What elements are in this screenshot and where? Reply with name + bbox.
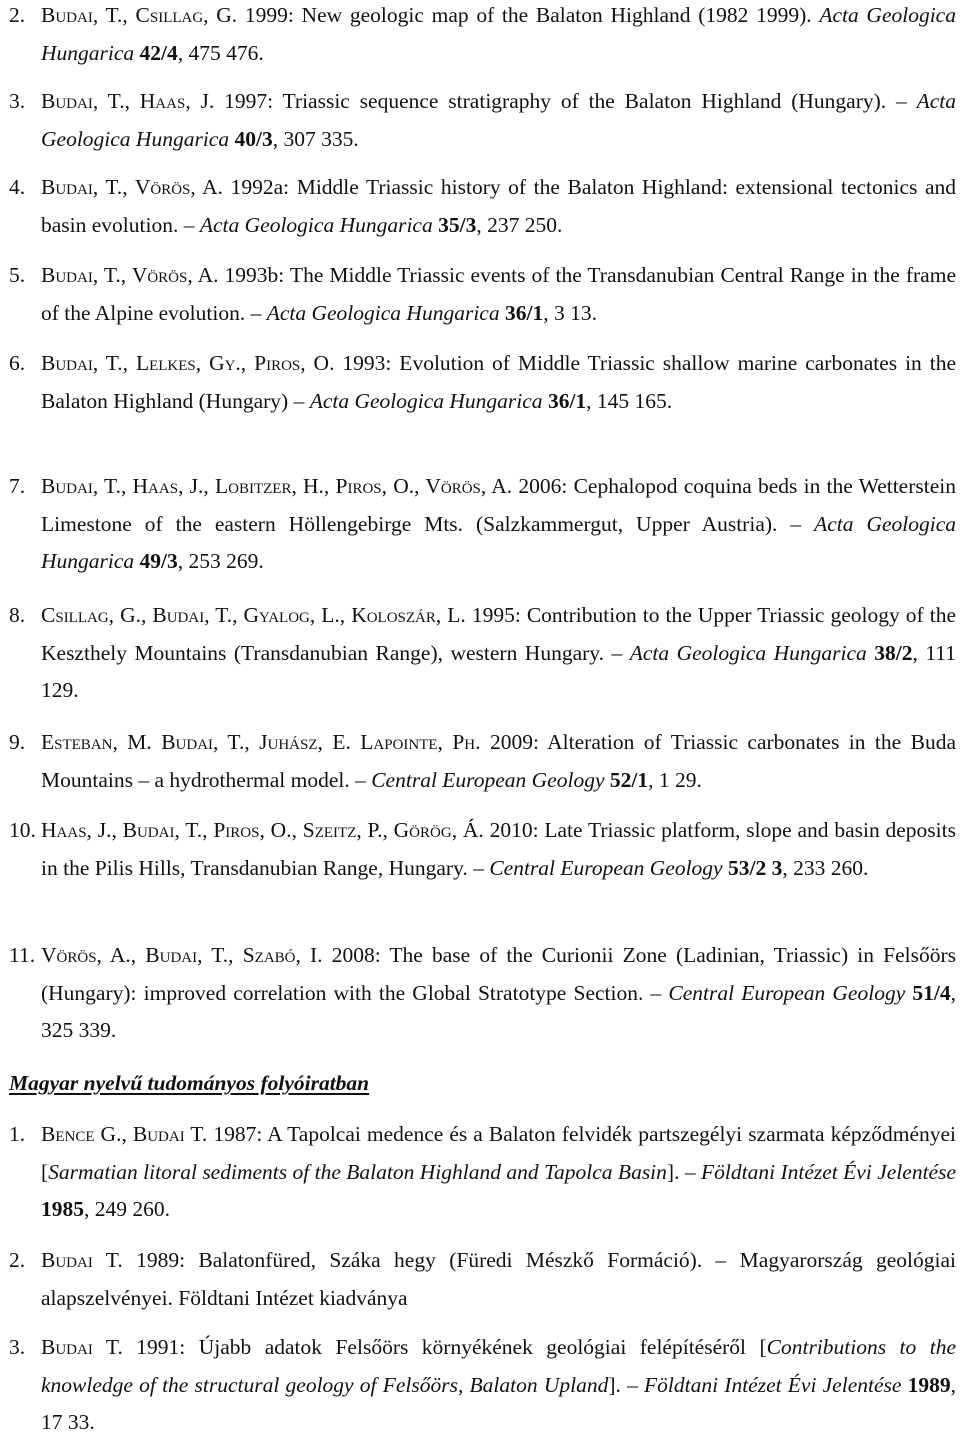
reference-journal: Acta Geologica Hungarica [266, 300, 500, 325]
reference-journal: Acta Geologica Hungarica [41, 3, 956, 65]
reference-pages: , 111 129. [41, 640, 957, 702]
reference-text: 1999: New geologic map of the Balaton Highland (1982 1999). [237, 3, 820, 27]
reference-journal: Central European Geology [668, 980, 906, 1005]
reference-item [9, 1116, 956, 1229]
reference-journal: Acta Geologica Hungarica [41, 89, 957, 151]
reference-volume: 35/3 [432, 212, 477, 237]
reference-authors: Budai, T., Vörös, A. [41, 175, 224, 199]
reference-number: 8. [9, 603, 26, 627]
reference-number: 4. [9, 175, 26, 199]
reference-dash: – [183, 212, 200, 237]
reference-journal: Földtani Intézet Évi Jelentése [701, 1159, 956, 1184]
reference-text: 1987: A Tapolcai medence és a Balaton felvidék partszegélyi szarmata képződményei [ [41, 1122, 956, 1184]
reference-authors: Bence G., Budai T. [41, 1122, 208, 1146]
reference-text: 1989: Balatonfüred, Száka hegy (Füredi Mészkő Formáció). – Magyarország geológiai alapszelvényei. Földtani Intézet kiadványa [41, 1248, 956, 1310]
reference-number: 2. [9, 1248, 26, 1272]
reference-number: 9. [9, 730, 26, 754]
reference-journal: Acta Geologica Hungarica [629, 640, 867, 665]
reference-dash: – [790, 511, 815, 536]
reference-dash: – [473, 855, 490, 880]
reference-dash: – [896, 89, 917, 113]
reference-text: 1993: Evolution of Middle Triassic shallow marine carbonates in the Balaton Highland (Hungary) [41, 351, 956, 413]
reference-item [9, 468, 956, 581]
reference-item [9, 1329, 956, 1442]
reference-authors: Budai, T., Vörös, A. [41, 263, 219, 287]
reference-authors: Budai, T., Haas, J. [41, 89, 215, 113]
reference-dash: – [355, 767, 372, 792]
reference-text: 1997: Triassic sequence stratigraphy of the Balaton Highland (Hungary). [214, 89, 897, 113]
reference-english-title: Sarmatian litoral sediments of the Balaton Highland and Tapolca Basin [48, 1159, 667, 1184]
reference-journal: Central European Geology [371, 767, 605, 792]
reference-volume: 42/4 [134, 40, 178, 65]
reference-volume: 36/1 [499, 300, 544, 325]
reference-text: 2009: Alteration of Triassic carbonates in the Buda Mountains – a hydrothermal model. [41, 730, 956, 792]
section-heading-text: Magyar nyelvű tudományos folyóiratban [9, 1071, 370, 1095]
reference-text: 2006: Cephalopod coquina beds in the Wetterstein Limestone of the eastern Höllengebirge Mts. (Salzkammergut, Upper Austria). [41, 474, 956, 536]
reference-item [9, 345, 956, 420]
reference-number: 10. [9, 818, 36, 842]
reference-item [9, 812, 956, 887]
reference-text: 1991: Újabb adatok Felsőörs környékének geológiai felépítéséről [ [122, 1335, 767, 1359]
reference-volume: 36/1 [542, 388, 587, 413]
reference-journal: Földtani Intézet Évi Jelentése [644, 1372, 902, 1397]
reference-number: 3. [9, 1335, 26, 1359]
reference-dash: – [250, 300, 267, 325]
reference-number: 11. [9, 943, 36, 967]
reference-text: 1992a: Middle Triassic history of the Balaton Highland: extensional tectonics and basin evolution. [41, 175, 956, 237]
reference-volume: 53/2 3 [722, 855, 783, 880]
reference-journal: Acta Geologica Hungarica [309, 388, 543, 413]
reference-pages: , 233 260. [782, 855, 869, 880]
reference-pages: , 3 13. [543, 300, 597, 325]
reference-item [9, 1242, 956, 1317]
reference-pages: , 1 29. [648, 767, 702, 792]
section-heading [9, 1066, 369, 1100]
reference-text: 1993b: The Middle Triassic events of the Transdanubian Central Range in the frame of the Alpine evolution. [41, 263, 956, 325]
reference-number: 7. [9, 474, 26, 498]
reference-number: 1. [9, 1122, 26, 1146]
reference-pages: , 325 339. [41, 980, 957, 1042]
reference-volume: 49/3 [134, 549, 178, 573]
reference-volume: 1985 [41, 1197, 84, 1221]
reference-item [9, 937, 956, 1050]
reference-authors: Budai T. [41, 1335, 123, 1359]
reference-pages: , 475 476. [177, 40, 264, 65]
reference-item [9, 597, 956, 710]
reference-authors: Haas, J., Budai, T., Piros, O., Szeitz, P., Görög, Á. [41, 818, 484, 842]
reference-authors: Budai T. [41, 1248, 123, 1272]
reference-text-after: ]. – [608, 1372, 645, 1397]
reference-item [9, 83, 956, 158]
reference-text: 1995: Contribution to the Upper Triassic geology of the Keszthely Mountains (Transdanubian Range), western Hungary. [41, 603, 956, 665]
reference-volume: 52/1 [604, 767, 649, 792]
reference-journal: Acta Geologica Hungarica [41, 511, 956, 573]
reference-authors: Esteban, M. Budai, T., Juhász, E. Lapointe, Ph. [41, 730, 481, 754]
reference-volume: 51/4 [905, 980, 951, 1005]
reference-volume: 1989 [901, 1372, 951, 1397]
reference-item [9, 257, 956, 332]
reference-english-title: Contributions to the knowledge of the structural geology of Felsőörs, Balaton Upland [41, 1335, 956, 1397]
reference-pages: , 145 165. [586, 388, 673, 413]
reference-dash: – [611, 640, 630, 665]
reference-text: 2008: The base of the Curionii Zone (Ladinian, Triassic) in Felsőörs (Hungary): improved correlation with the Global Stratotype Section. [41, 943, 956, 1005]
reference-authors: Budai, T., Haas, J., Lobitzer, H., Piros, O., Vörös, A. [41, 474, 513, 498]
reference-pages: , 307 335. [272, 126, 359, 151]
reference-authors: Csillag, G., Budai, T., Gyalog, L., Koloszár, L. [41, 603, 466, 627]
reference-text-after: ]. – [666, 1159, 702, 1184]
reference-item [9, 169, 956, 244]
reference-number: 5. [9, 263, 26, 287]
reference-text: 2010: Late Triassic platform, slope and basin deposits in the Pilis Hills, Transdanubian Range, Hungary. [41, 818, 956, 880]
reference-pages: , 237 250. [476, 212, 563, 237]
reference-volume: 40/3 [229, 126, 273, 151]
reference-dash: – [650, 980, 669, 1005]
reference-item [9, 0, 956, 72]
reference-dash: – [293, 388, 310, 413]
reference-number: 6. [9, 351, 26, 375]
reference-item [9, 724, 956, 799]
reference-pages: , 253 269. [177, 549, 264, 573]
reference-authors: Vörös, A., Budai, T., Szabó, I. [41, 943, 323, 967]
reference-authors: Budai, T., Csillag, G. [41, 3, 238, 27]
reference-authors: Budai, T., Lelkes, Gy., Piros, O. [41, 351, 335, 375]
reference-journal: Central European Geology [489, 855, 723, 880]
reference-volume: 38/2 [866, 640, 913, 665]
reference-number: 3. [9, 89, 26, 113]
reference-journal: Acta Geologica Hungarica [199, 212, 433, 237]
reference-pages: , 17 33. [41, 1372, 956, 1434]
reference-pages: , 249 260. [84, 1197, 170, 1221]
reference-number: 2. [9, 3, 26, 27]
